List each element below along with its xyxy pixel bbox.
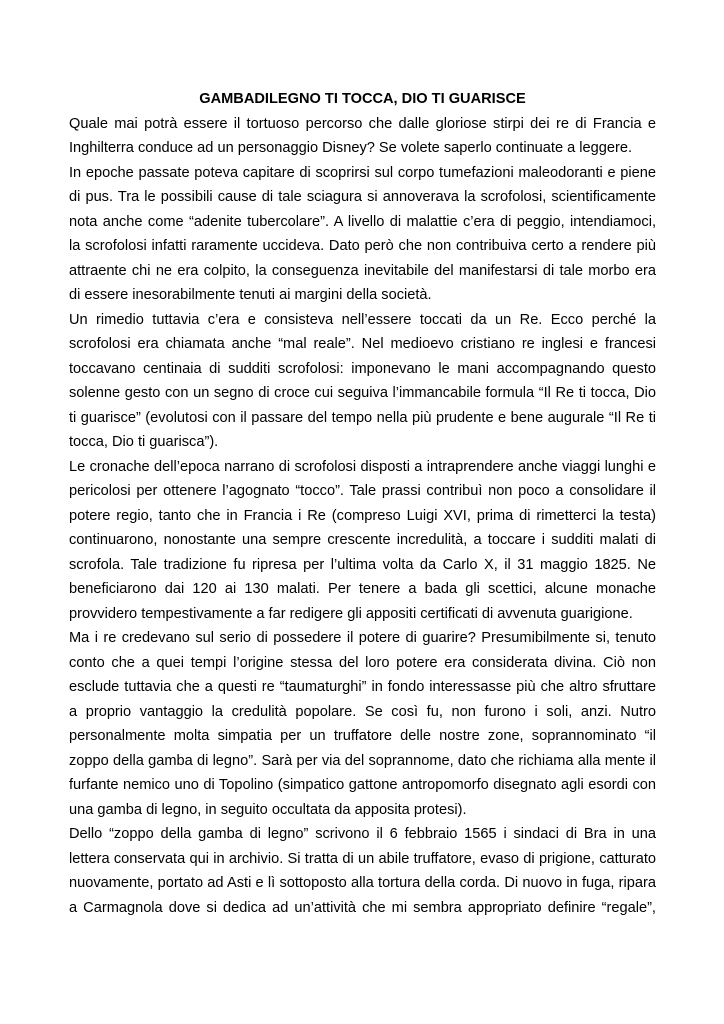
text-line: a Carmagnola dove si dedica ad un’attività che mi sembra appropriato definire “regale”, [69, 899, 656, 916]
text-line: personalmente molta simpatia per un truffatore delle nostre zone, soprannominato “il [69, 728, 656, 744]
text-line: scrofolosi era chiamata anche “mal reale”. Nel medioevo cristiano re inglesi e francesi [69, 336, 656, 352]
text-line: a proprio vantaggio la credulità popolare. Se così fu, non furono i soli, anzi. Nutro [69, 703, 656, 720]
text-line: potere regio, tanto che in Francia i Re (compreso Luigi XVI, prima di rimetterci la testa) [69, 507, 656, 524]
paragraph-2 [69, 161, 656, 308]
paragraph-6 [69, 822, 656, 920]
text-line: esclude tuttavia che a questi re “taumaturghi” in fondo interessasse più che altro sfruttare [69, 679, 656, 695]
text-line: conto che a quei tempi l’origine stessa del loro potere era considerata divina. Ciò non [69, 654, 656, 671]
text-line: la scrofolosi infatti raramente uccideva. Dato però che non contribuiva certo a rendere più [69, 238, 656, 254]
text-line: toccavano centinaia di sudditi scrofolosi: imponevano le mani accompagnando questo [69, 360, 656, 377]
text-line: zoppo della gamba di legno”. Sarà per via del soprannome, dato che richiama alla mente il [69, 752, 656, 769]
text-line: continuarono, nonostante una sempre crescente incredulità, a toccare i sudditi malati di [69, 532, 656, 548]
text-line: pericolosi per ottenere l’agognato “tocco”. Tale prassi contribuì non poco a consolidare il [69, 483, 656, 499]
text-line: Un rimedio tuttavia c’era e consisteva nell’essere toccati da un Re. Ecco perché la [69, 311, 656, 328]
text-line: tocca, Dio ti guarisca”). [69, 434, 219, 450]
text-line: scrofola. Tale tradizione fu ripresa per l’ultima volta da Carlo X, il 31 maggio 1825. Ne [69, 556, 656, 573]
document-body [69, 87, 656, 920]
paragraph-1 [69, 112, 656, 161]
text-line: di pus. Tra le possibili cause di tale sciagura si annoverava la scrofolosi, scientificamente [69, 189, 656, 205]
text-line: nuovamente, portato ad Asti e lì sottoposto alla tortura della corda. Di nuovo in fuga, ripara [69, 875, 656, 891]
paragraph-3 [69, 308, 656, 455]
text-line: Le cronache dell’epoca narrano di scrofolosi disposti a intraprendere anche viaggi lunghi e [69, 458, 656, 475]
text-line: di essere inesorabilmente tenuti ai margini della società. [69, 287, 432, 303]
text-line: furfante nemico uno di Topolino (simpatico gattone antropomorfo disegnato agli esordi con [69, 777, 656, 793]
text-line: lettera conservata qui in archivio. Si tratta di un abile truffatore, evaso di prigione, catturato [69, 850, 656, 867]
text-line: attraente chi ne era colpito, la conseguenza inevitabile del manifestarsi di tale morbo era [69, 262, 656, 279]
paragraph-5 [69, 626, 656, 822]
text-line: solenne gesto con un segno di croce cui seguiva l’immancabile formula “Il Re ti tocca, Dio [69, 385, 656, 401]
document-title: GAMBADILEGNO TI TOCCA, DIO TI GUARISCE [199, 91, 526, 107]
text-line: ti guarisce” (evolutosi con il passare del tempo nella più prudente e bene augurale “Il Re ti [69, 409, 656, 426]
paragraph-4 [69, 455, 656, 627]
text-line: una gamba di legno, in seguito occultata da apposita protesi). [69, 801, 467, 818]
text-line: In epoche passate poteva capitare di scoprirsi sul corpo tumefazioni maleodoranti e piene [69, 164, 656, 181]
text-line: Inghilterra conduce ad un personaggio Disney? Se volete saperlo continuate a leggere. [69, 140, 633, 156]
text-line: Quale mai potrà essere il tortuoso percorso che dalle gloriose stirpi dei re di Francia e [69, 115, 656, 132]
text-line: nota anche come “adenite tubercolare”. A livello di malattie c’era di peggio, intendiamoci, [69, 213, 656, 230]
text-line: provvidero tempestivamente a far redigere gli appositi certificati di avvenuta guarigione. [69, 605, 633, 622]
text-line: beneficiarono dai 120 ai 130 malati. Per tenere a bada gli scettici, alcune monache [69, 581, 656, 597]
text-line: Ma i re credevano sul serio di possedere il potere di guarire? Presumibilmente si, tenuto [69, 630, 656, 646]
text-line: Dello “zoppo della gamba di legno” scrivono il 6 febbraio 1565 i sindaci di Bra in una [69, 826, 656, 842]
